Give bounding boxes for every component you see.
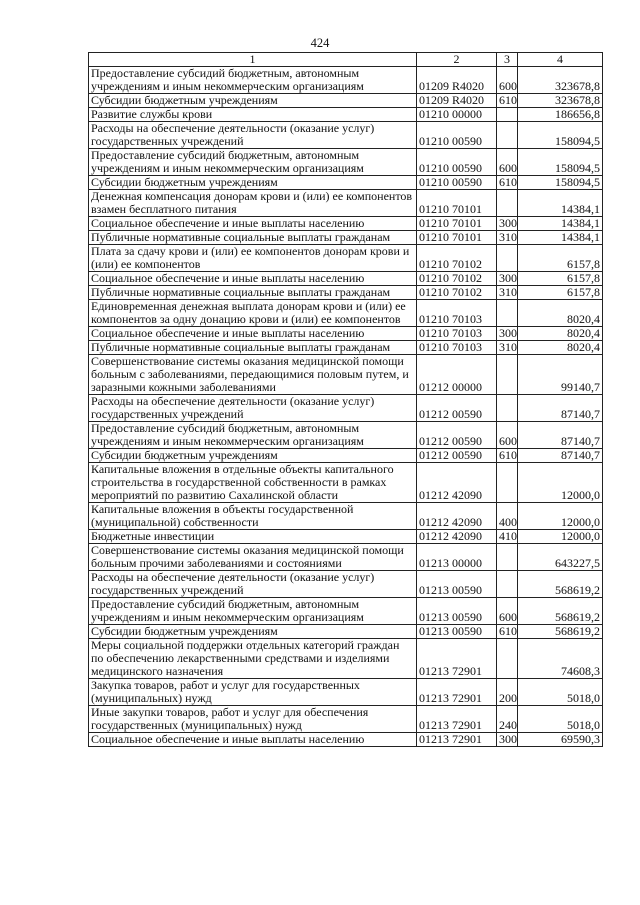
row-type-cell: 410	[497, 530, 518, 544]
row-amount-cell: 69590,3	[518, 733, 603, 747]
column-header: 1	[89, 53, 417, 67]
row-code-cell: 01213 72901	[417, 706, 497, 733]
table-row	[89, 422, 603, 449]
row-code-cell: 01213 00590	[417, 598, 497, 625]
row-type-cell: 310	[497, 341, 518, 355]
row-name-cell: Совершенствование системы оказания медицинской помощи больным с заболеваниями, передающимися половым путем, и заразными кожными заболеваниями	[89, 355, 417, 395]
table-row	[89, 245, 603, 272]
row-name-cell: Меры социальной поддержки отдельных категорий граждан по обеспечению лекарственными средствами и изделиями медицинского назначения	[89, 639, 417, 679]
row-name-cell: Расходы на обеспечение деятельности (оказание услуг) государственных учреждений	[89, 571, 417, 598]
row-name-cell: Предоставление субсидий бюджетным, автономным учреждениям и иным некоммерческим организациям	[89, 422, 417, 449]
row-name-cell: Денежная компенсация донорам крови и (или) ее компонентов взамен бесплатного питания	[89, 190, 417, 217]
row-type-cell: 300	[497, 733, 518, 747]
table-row	[89, 341, 603, 355]
row-amount-cell: 5018,0	[518, 706, 603, 733]
row-type-cell	[497, 395, 518, 422]
row-amount-cell: 158094,5	[518, 149, 603, 176]
table-row	[89, 327, 603, 341]
row-code-cell: 01210 00590	[417, 176, 497, 190]
row-code-cell: 01213 72901	[417, 679, 497, 706]
row-code-cell: 01209 R4020	[417, 67, 497, 94]
row-name-cell: Иные закупки товаров, работ и услуг для обеспечения государственных (муниципальных) нужд	[89, 706, 417, 733]
row-amount-cell: 99140,7	[518, 355, 603, 395]
row-type-cell: 240	[497, 706, 518, 733]
table-row	[89, 571, 603, 598]
row-type-cell	[497, 355, 518, 395]
row-name-cell: Публичные нормативные социальные выплаты гражданам	[89, 286, 417, 300]
table-row	[89, 503, 603, 530]
table-row	[89, 355, 603, 395]
row-name-cell: Социальное обеспечение и иные выплаты населению	[89, 217, 417, 231]
row-amount-cell: 12000,0	[518, 503, 603, 530]
row-name-cell: Субсидии бюджетным учреждениям	[89, 94, 417, 108]
table-row	[89, 679, 603, 706]
row-type-cell: 610	[497, 176, 518, 190]
row-type-cell	[497, 571, 518, 598]
row-name-cell: Предоставление субсидий бюджетным, автономным учреждениям и иным некоммерческим организациям	[89, 598, 417, 625]
row-code-cell: 01213 00000	[417, 544, 497, 571]
column-header: 3	[497, 53, 518, 67]
row-type-cell: 600	[497, 598, 518, 625]
row-code-cell: 01213 00590	[417, 571, 497, 598]
row-type-cell: 300	[497, 217, 518, 231]
row-amount-cell: 158094,5	[518, 122, 603, 149]
row-amount-cell: 323678,8	[518, 67, 603, 94]
table-row	[89, 706, 603, 733]
row-amount-cell: 87140,7	[518, 422, 603, 449]
row-amount-cell: 12000,0	[518, 463, 603, 503]
page-number: 424	[310, 36, 330, 50]
table-row	[89, 231, 603, 245]
table-row	[89, 733, 603, 747]
table-row	[89, 108, 603, 122]
row-name-cell: Развитие службы крови	[89, 108, 417, 122]
row-amount-cell: 186656,8	[518, 108, 603, 122]
row-code-cell: 01212 42090	[417, 463, 497, 503]
row-amount-cell: 568619,2	[518, 625, 603, 639]
row-amount-cell: 323678,8	[518, 94, 603, 108]
table-row	[89, 286, 603, 300]
row-type-cell	[497, 245, 518, 272]
row-type-cell	[497, 108, 518, 122]
table-row	[89, 639, 603, 679]
row-amount-cell: 14384,1	[518, 190, 603, 217]
row-amount-cell: 158094,5	[518, 176, 603, 190]
row-amount-cell: 12000,0	[518, 530, 603, 544]
row-amount-cell: 568619,2	[518, 571, 603, 598]
row-type-cell	[497, 122, 518, 149]
row-amount-cell: 5018,0	[518, 679, 603, 706]
row-code-cell: 01209 R4020	[417, 94, 497, 108]
row-code-cell: 01210 70102	[417, 286, 497, 300]
row-type-cell	[497, 544, 518, 571]
budget-table	[88, 52, 603, 747]
table-row	[89, 530, 603, 544]
row-type-cell	[497, 463, 518, 503]
table-header-row	[89, 53, 603, 67]
row-type-cell: 610	[497, 94, 518, 108]
row-name-cell: Социальное обеспечение и иные выплаты населению	[89, 272, 417, 286]
row-amount-cell: 6157,8	[518, 272, 603, 286]
row-type-cell: 600	[497, 422, 518, 449]
table-row	[89, 217, 603, 231]
row-amount-cell: 14384,1	[518, 217, 603, 231]
column-header: 4	[518, 53, 603, 67]
row-type-cell: 600	[497, 149, 518, 176]
row-name-cell: Совершенствование системы оказания медицинской помощи больным прочими заболеваниями и состояниями	[89, 544, 417, 571]
row-name-cell: Субсидии бюджетным учреждениям	[89, 176, 417, 190]
table-row	[89, 300, 603, 327]
row-name-cell: Социальное обеспечение и иные выплаты населению	[89, 733, 417, 747]
table-row	[89, 149, 603, 176]
row-type-cell: 400	[497, 503, 518, 530]
row-type-cell: 310	[497, 286, 518, 300]
row-name-cell: Бюджетные инвестиции	[89, 530, 417, 544]
row-code-cell: 01212 00000	[417, 355, 497, 395]
table-row	[89, 449, 603, 463]
row-type-cell: 300	[497, 327, 518, 341]
row-code-cell: 01210 00000	[417, 108, 497, 122]
row-amount-cell: 87140,7	[518, 395, 603, 422]
row-code-cell: 01213 00590	[417, 625, 497, 639]
row-amount-cell: 8020,4	[518, 327, 603, 341]
table-row	[89, 463, 603, 503]
row-code-cell: 01210 70103	[417, 327, 497, 341]
row-code-cell: 01212 42090	[417, 530, 497, 544]
row-code-cell: 01212 42090	[417, 503, 497, 530]
row-type-cell	[497, 300, 518, 327]
table-row	[89, 598, 603, 625]
table-row	[89, 122, 603, 149]
table-row	[89, 176, 603, 190]
row-name-cell: Социальное обеспечение и иные выплаты населению	[89, 327, 417, 341]
table-row	[89, 272, 603, 286]
column-header: 2	[417, 53, 497, 67]
row-code-cell: 01212 00590	[417, 422, 497, 449]
row-name-cell: Плата за сдачу крови и (или) ее компонентов донорам крови и (или) ее компонентов	[89, 245, 417, 272]
table-row	[89, 190, 603, 217]
row-code-cell: 01210 00590	[417, 149, 497, 176]
row-type-cell: 200	[497, 679, 518, 706]
row-name-cell: Публичные нормативные социальные выплаты гражданам	[89, 231, 417, 245]
row-name-cell: Предоставление субсидий бюджетным, автономным учреждениям и иным некоммерческим организациям	[89, 149, 417, 176]
row-code-cell: 01210 00590	[417, 122, 497, 149]
row-amount-cell: 6157,8	[518, 286, 603, 300]
table-row	[89, 625, 603, 639]
row-code-cell: 01212 00590	[417, 449, 497, 463]
row-amount-cell: 87140,7	[518, 449, 603, 463]
row-code-cell: 01210 70103	[417, 300, 497, 327]
row-amount-cell: 74608,3	[518, 639, 603, 679]
row-type-cell	[497, 190, 518, 217]
table-row	[89, 544, 603, 571]
row-code-cell: 01212 00590	[417, 395, 497, 422]
table-row	[89, 94, 603, 108]
row-type-cell	[497, 639, 518, 679]
row-name-cell: Капитальные вложения в объекты государственной (муниципальной) собственности	[89, 503, 417, 530]
row-code-cell: 01210 70101	[417, 231, 497, 245]
row-amount-cell: 14384,1	[518, 231, 603, 245]
row-code-cell: 01210 70101	[417, 190, 497, 217]
row-code-cell: 01210 70101	[417, 217, 497, 231]
row-amount-cell: 643227,5	[518, 544, 603, 571]
row-type-cell: 610	[497, 449, 518, 463]
row-code-cell: 01213 72901	[417, 639, 497, 679]
row-type-cell: 600	[497, 67, 518, 94]
row-code-cell: 01213 72901	[417, 733, 497, 747]
row-amount-cell: 8020,4	[518, 300, 603, 327]
row-name-cell: Расходы на обеспечение деятельности (оказание услуг) государственных учреждений	[89, 122, 417, 149]
row-name-cell: Субсидии бюджетным учреждениям	[89, 625, 417, 639]
row-name-cell: Предоставление субсидий бюджетным, автономным учреждениям и иным некоммерческим организациям	[89, 67, 417, 94]
table-row	[89, 67, 603, 94]
row-name-cell: Субсидии бюджетным учреждениям	[89, 449, 417, 463]
row-amount-cell: 568619,2	[518, 598, 603, 625]
row-type-cell: 610	[497, 625, 518, 639]
row-amount-cell: 6157,8	[518, 245, 603, 272]
row-code-cell: 01210 70102	[417, 245, 497, 272]
row-name-cell: Единовременная денежная выплата донорам крови и (или) ее компонентов за одну донацию крови и (или) ее компонентов	[89, 300, 417, 327]
row-amount-cell: 8020,4	[518, 341, 603, 355]
row-type-cell: 310	[497, 231, 518, 245]
row-type-cell: 300	[497, 272, 518, 286]
row-name-cell: Публичные нормативные социальные выплаты гражданам	[89, 341, 417, 355]
table-row	[89, 395, 603, 422]
row-code-cell: 01210 70102	[417, 272, 497, 286]
row-code-cell: 01210 70103	[417, 341, 497, 355]
row-name-cell: Расходы на обеспечение деятельности (оказание услуг) государственных учреждений	[89, 395, 417, 422]
row-name-cell: Капитальные вложения в отдельные объекты капитального строительства в государственной собственности в рамках мероприятий по развитию Сахалинской области	[89, 463, 417, 503]
row-name-cell: Закупка товаров, работ и услуг для государственных (муниципальных) нужд	[89, 679, 417, 706]
